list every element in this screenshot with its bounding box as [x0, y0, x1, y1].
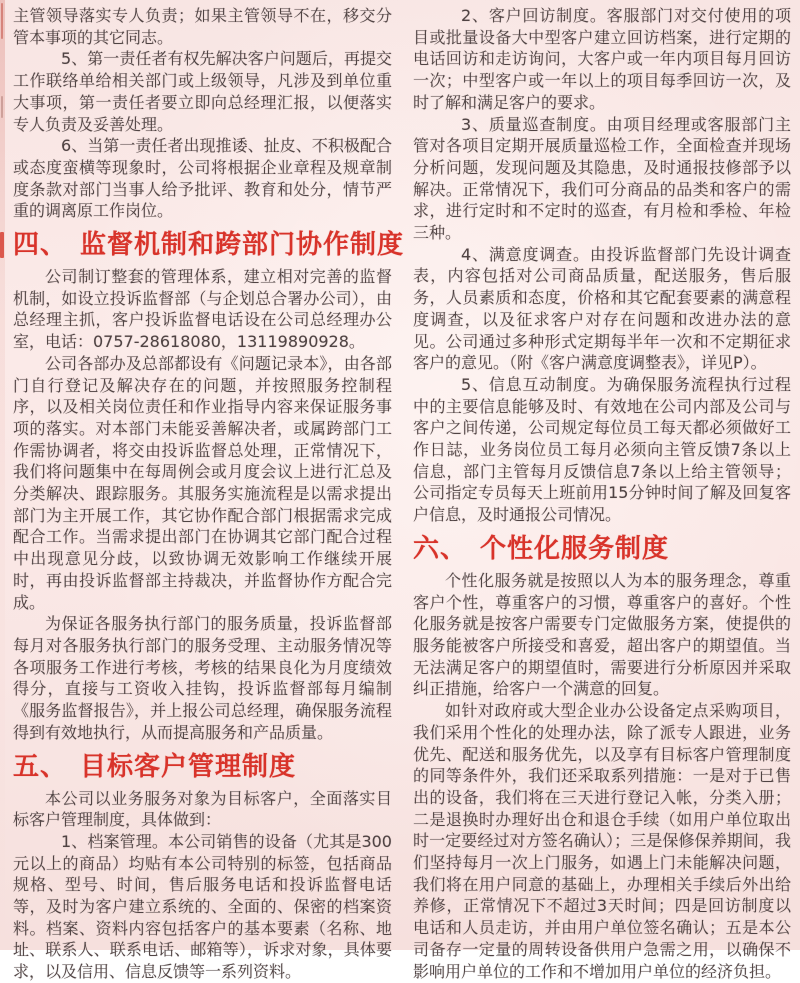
paragraph: 如针对政府或大型企业办公设备定点采购项目，我们采用个性化的处理办法，除了派专人跟进，业务优先、配送和服务优先，以及享有目标客户管理制度的同等条件外，我们还采取系列措施：一是对于已售出的设备，我们将在三天进行登记入帐，分类入册；二是退换时办理好出仓和退仓手续（如用户单位取出时一定要经过对方签名确认）；三是保修保养期间，我们坚持每月一次上门服务，如遇上门未能解决问题，我们将在用户同意的基础上，办理相关手续后外出给养修，正常情况下不超过3天时间；四是回访制度以电话和人员走访，并由用户单位签名确认；五是本公司备存一定量的周转设备供用户急需之用，以确保不影响用户单位的工作和不增加用户单位的经济负担。 [413, 701, 791, 981]
scan-edge-character-fragment [1, 96, 3, 118]
numbered-item-5: 5、信息互动制度。为确保服务流程执行过程中的主要信息能够及时、有效地在公司内部及公司与客户之间传递，公司规定每位员工每天都必须做好工作日誌，业务岗位员工每月必须向主管反馈7条以上信息，部门主管每月反馈信息7条以上给主管领导；公司指定专员每天上班前用15分钟时间了解及回复客户信息，及时通报公司情况。 [413, 374, 791, 525]
section-heading-4 [13, 229, 405, 261]
section-title: 个性化服务制度 [480, 533, 670, 564]
numbered-item-1: 1、档案管理。本公司销售的设备（尤其是300元以上的商品）均贴有本公司特别的标签，包括商品规格、型号、时间，售后服务电话和投诉监督电话等，及时为客户建立系统的、全面的、保密的档案资料。档案、资料内容包括客户的基本要素（名称、地址、联系人、联系电话、邮箱等），诉求对象，具体要求，以及信用、信息反馈等一系列资料。 [13, 831, 392, 982]
section-number: 五、 [13, 751, 68, 782]
numbered-item-6: 6、当第一责任者出现推诿、扯皮、不积极配合或态度蛮横等现象时，公司将根据企业章程及规章制度条款对部门当事人给予批评、教育和处分，情节严重的调离原工作岗位。 [13, 136, 392, 221]
scan-edge-red-fragment [0, 232, 4, 258]
paragraph: 公司各部办及总部都设有《问题记录本》，由各部门自行登记及解决存在的问题，并按照服务控制程序，以及相关岗位责任和作业指导内容来保证服务事项的落实。对本部门未能妥善解决者，或属跨部门工作需协调者，将交由投诉监督总处理，正常情况下，我们将问题集中在每周例会或月度会议上进行汇总及分类解决、跟踪服务。其服务实施流程是以需求提出部门为主开展工作，其它协作配合部门根据需求完成配合工作。当需求提出部门在协调其它部门配合过程中出现意见分歧，以致协调无效影响工作继续开展时，再由投诉监督部主持裁决，并监督协作方配合完成。 [13, 353, 392, 612]
paragraph-continuation: 主管领导落实专人负责；如果主管领导不在，移交分管本事项的其它同志。 [13, 6, 392, 47]
paragraph: 公司制订整套的管理体系，建立相对完善的监督机制，如设立投诉监督部（与企划总合署办公司），由总经理主抓，客户投诉监督电话设在公司总经理办公室，电话：0757-28618080，13119890928。 [13, 267, 392, 352]
section-heading-5 [13, 751, 392, 783]
section-number: 四、 [13, 230, 68, 261]
section-heading-6 [413, 533, 791, 565]
numbered-item-3: 3、质量巡查制度。由项目经理或客服部门主管对各项目定期开展质量巡检工作，全面检查并现场分析问题，发现问题及其隐患，及时通报技修部予以解决。正常情况下，我们可分商品的品类和客户的需求，进行定时和不定时的巡查，有月检和季检、年检三种。 [413, 114, 791, 243]
right-column [413, 5, 791, 982]
section-number: 六、 [413, 533, 468, 564]
section-title: 监督机制和跨部门协作制度 [80, 230, 405, 261]
section-title: 目标客户管理制度 [80, 751, 297, 782]
paragraph: 个性化服务就是按照以人为本的服务理念，尊重客户个性，尊重客户的习惯，尊重客户的喜好。个性化服务就是按客户需要专门定做服务方案，使提供的服务能被客户所接受和喜爱，超出客户的期望值。当无法满足客户的期望值时，需要进行分析原因并采取纠正措施，给客户一个满意的回复。 [413, 570, 791, 699]
paragraph: 为保证各服务执行部门的服务质量，投诉监督部每月对各服务执行部门的服务受理、主动服务情况等各项服务工作进行考核，考核的结果良化为月度绩效得分，直接与工资收入挂钩，投诉监督部每月编制《服务监督报告》，并上报公司总经理，确保服务流程得到有效地执行，从而提高服务和产品质量。 [13, 614, 392, 742]
paragraph: 本公司以业务服务对象为目标客户，全面落实目标客户管理制度，具体做到： [13, 788, 392, 830]
scan-edge-artifact [0, 0, 5, 950]
numbered-item-4: 4、满意度调查。由投诉监督部门先设计调查表，内容包括对公司商品质量，配送服务，售后服务，人员素质和态度，价格和其它配套要素的满意程度调查，以及征求客户对存在问题和改进办法的意见。公司通过多种形式定期每半年一次和不定期征求客户的意见。（附《客户满意度调整表》，详见P）。 [413, 244, 791, 373]
left-column [13, 5, 405, 983]
numbered-item-2: 2、客户回访制度。客服部门对交付使用的项目或批量设备大中型客户建立回访档案，进行定期的电话回访和走访询问，大客户或一年内项目每月回访一次；中型客户或一年以上的项目每季回访一次，及时了解和满足客户的要求。 [413, 6, 791, 112]
numbered-item-5: 5、第一责任者有权先解决客户问题后，再提交工作联络单给相关部门或上级领导，凡涉及到单位重大事项，第一责任者要立即向总经理汇报，以便落实专人负责及妥善处理。 [13, 49, 392, 134]
scan-edge-character-fragment [1, 3, 3, 39]
